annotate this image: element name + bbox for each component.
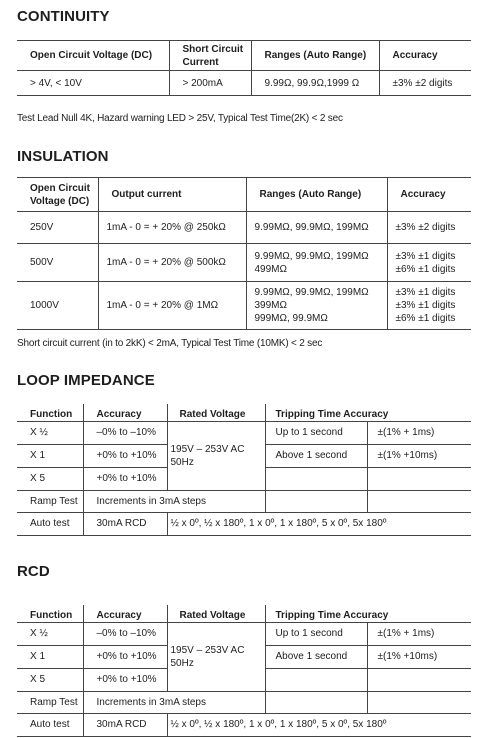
table-row: [17, 244, 471, 282]
rated-voltage-line: 195V – 253V AC: [170, 443, 245, 455]
accuracy-line: ±6% ±1 digits: [395, 263, 456, 275]
table-cell: X 5: [17, 467, 83, 490]
column-header: Rated Voltage: [167, 404, 265, 421]
table-cell: 30mA RCD: [83, 512, 167, 535]
table-cell: [387, 212, 471, 244]
column-header: Ranges (Auto Range): [251, 41, 379, 71]
range-line: 999MΩ, 99.9MΩ: [254, 313, 328, 324]
accuracy-line: ±3% ±1 digits: [395, 250, 456, 262]
table-cell: [246, 244, 387, 282]
table-cell: X ½: [17, 622, 83, 645]
table-cell: Above 1 second: [265, 645, 367, 668]
column-header: Function: [17, 605, 83, 622]
table-cell: 1mA - 0 = + 20% @ 250kΩ: [98, 212, 246, 244]
table-cell: ½ x 0º, ½ x 180º, 1 x 0º, 1 x 180º, 5 x 0º, 5x 180º: [167, 713, 471, 736]
table-cell: ±(1% +10ms): [367, 444, 471, 467]
column-header: Rated Voltage: [167, 605, 265, 622]
table-row: [17, 622, 471, 645]
table-cell: Increments in 3mA steps: [83, 691, 265, 713]
table-cell: 1mA - 0 = + 20% @ 1MΩ: [98, 282, 246, 330]
table-cell: –0% to –10%: [83, 622, 167, 645]
column-header: Tripping Time Accuracy: [265, 404, 471, 421]
insulation-note: Short circuit current (in to 2kK) < 2mA, Typical Test Time (10MK) < 2 sec: [17, 338, 323, 349]
column-header: Accuracy: [387, 178, 471, 212]
table-cell: +0% to +10%: [83, 467, 167, 490]
table-row: [17, 282, 471, 330]
column-header: Tripping Time Accuracy: [265, 605, 471, 622]
rated-voltage-line: 195V – 253V AC: [170, 644, 245, 656]
continuity-table: [17, 40, 471, 96]
table-row: [17, 212, 471, 244]
table-cell: [246, 282, 387, 330]
column-header: Open Circuit Voltage (DC): [30, 182, 91, 207]
table-cell: Up to 1 second: [265, 622, 367, 645]
table-cell: Above 1 second: [265, 444, 367, 467]
table-cell: Ramp Test: [17, 691, 83, 713]
continuity-title: CONTINUITY: [17, 8, 110, 25]
rated-voltage-cell: [167, 622, 265, 691]
table-cell: ±3% ±2 digits: [379, 71, 471, 96]
insulation-table: [17, 177, 471, 330]
table-cell: 250V: [17, 212, 98, 244]
range-line: 9.99MΩ, 99.9MΩ, 199MΩ: [254, 250, 369, 262]
table-cell: +0% to +10%: [83, 444, 167, 467]
accuracy-line: ±3% ±1 digits: [395, 300, 456, 311]
table-cell: [367, 490, 471, 512]
table-cell: Ramp Test: [17, 490, 83, 512]
table-cell: 1mA - 0 = + 20% @ 500kΩ: [98, 244, 246, 282]
table-row: [17, 71, 471, 96]
table-cell: 9.99Ω, 99.9Ω,1999 Ω: [251, 71, 379, 96]
table-cell: > 200mA: [169, 71, 251, 96]
table-cell: [246, 212, 387, 244]
table-cell: [265, 691, 367, 713]
table-row: [17, 691, 471, 713]
table-header-row: [17, 178, 471, 212]
accuracy-line: ±3% ±2 digits: [395, 222, 456, 233]
table-cell: [367, 668, 471, 691]
continuity-note: Test Lead Null 4K, Hazard warning LED > 25V, Typical Test Time(2K) < 2 sec: [17, 113, 343, 124]
loop-impedance-table: [17, 404, 471, 536]
rated-voltage-line: 50Hz: [170, 657, 194, 669]
table-cell: 500V: [17, 244, 98, 282]
column-header: Short Circuit Current: [169, 41, 251, 71]
table-cell: ±(1% + 1ms): [367, 421, 471, 444]
range-line: 499MΩ: [254, 263, 287, 275]
column-header: Accuracy: [83, 404, 167, 421]
table-cell: Up to 1 second: [265, 421, 367, 444]
table-cell: [367, 691, 471, 713]
range-line: 399MΩ: [254, 300, 287, 311]
rated-voltage-line: 50Hz: [170, 456, 194, 468]
column-header: Ranges (Auto Range): [246, 178, 387, 212]
column-header: Accuracy: [83, 605, 167, 622]
column-header: Function: [17, 404, 83, 421]
table-cell: Auto test: [17, 713, 83, 736]
table-cell: > 4V, < 10V: [17, 71, 169, 96]
table-cell: X 1: [17, 444, 83, 467]
range-line: 9.99MΩ, 99.9MΩ, 199MΩ: [254, 287, 369, 298]
table-cell: X 5: [17, 668, 83, 691]
rated-voltage-cell: [167, 421, 265, 490]
table-cell: Increments in 3mA steps: [83, 490, 265, 512]
accuracy-line: ±6% ±1 digits: [395, 313, 456, 324]
insulation-title: INSULATION: [17, 148, 109, 165]
table-cell: [265, 490, 367, 512]
range-line: 9.99MΩ, 99.9MΩ, 199MΩ: [254, 222, 369, 233]
table-cell: +0% to +10%: [83, 668, 167, 691]
table-header-row: [17, 41, 471, 71]
table-cell: X 1: [17, 645, 83, 668]
table-header-row: [17, 404, 471, 421]
table-cell: ½ x 0º, ½ x 180º, 1 x 0º, 1 x 180º, 5 x 0º, 5x 180º: [167, 512, 471, 535]
table-cell: [265, 668, 367, 691]
rcd-table: [17, 605, 471, 737]
table-cell: X ½: [17, 421, 83, 444]
table-cell: ±(1% +10ms): [367, 645, 471, 668]
column-header: Output current: [98, 178, 246, 212]
table-row: [17, 421, 471, 444]
table-cell: 1000V: [17, 282, 98, 330]
column-header: Open Circuit Voltage (DC): [30, 50, 153, 61]
table-cell: [387, 282, 471, 330]
column-header: Accuracy: [379, 41, 471, 71]
table-header-row: [17, 605, 471, 622]
table-cell: –0% to –10%: [83, 421, 167, 444]
table-cell: [265, 467, 367, 490]
table-cell: +0% to +10%: [83, 645, 167, 668]
loop-impedance-title: LOOP IMPEDANCE: [17, 372, 155, 389]
table-cell: ±(1% + 1ms): [367, 622, 471, 645]
table-cell: 30mA RCD: [83, 713, 167, 736]
table-row: [17, 490, 471, 512]
table-cell: [387, 244, 471, 282]
table-cell: [367, 467, 471, 490]
table-cell: Auto test: [17, 512, 83, 535]
table-row: [17, 713, 471, 736]
rcd-title: RCD: [17, 563, 50, 580]
table-row: [17, 512, 471, 535]
accuracy-line: ±3% ±1 digits: [395, 287, 456, 298]
